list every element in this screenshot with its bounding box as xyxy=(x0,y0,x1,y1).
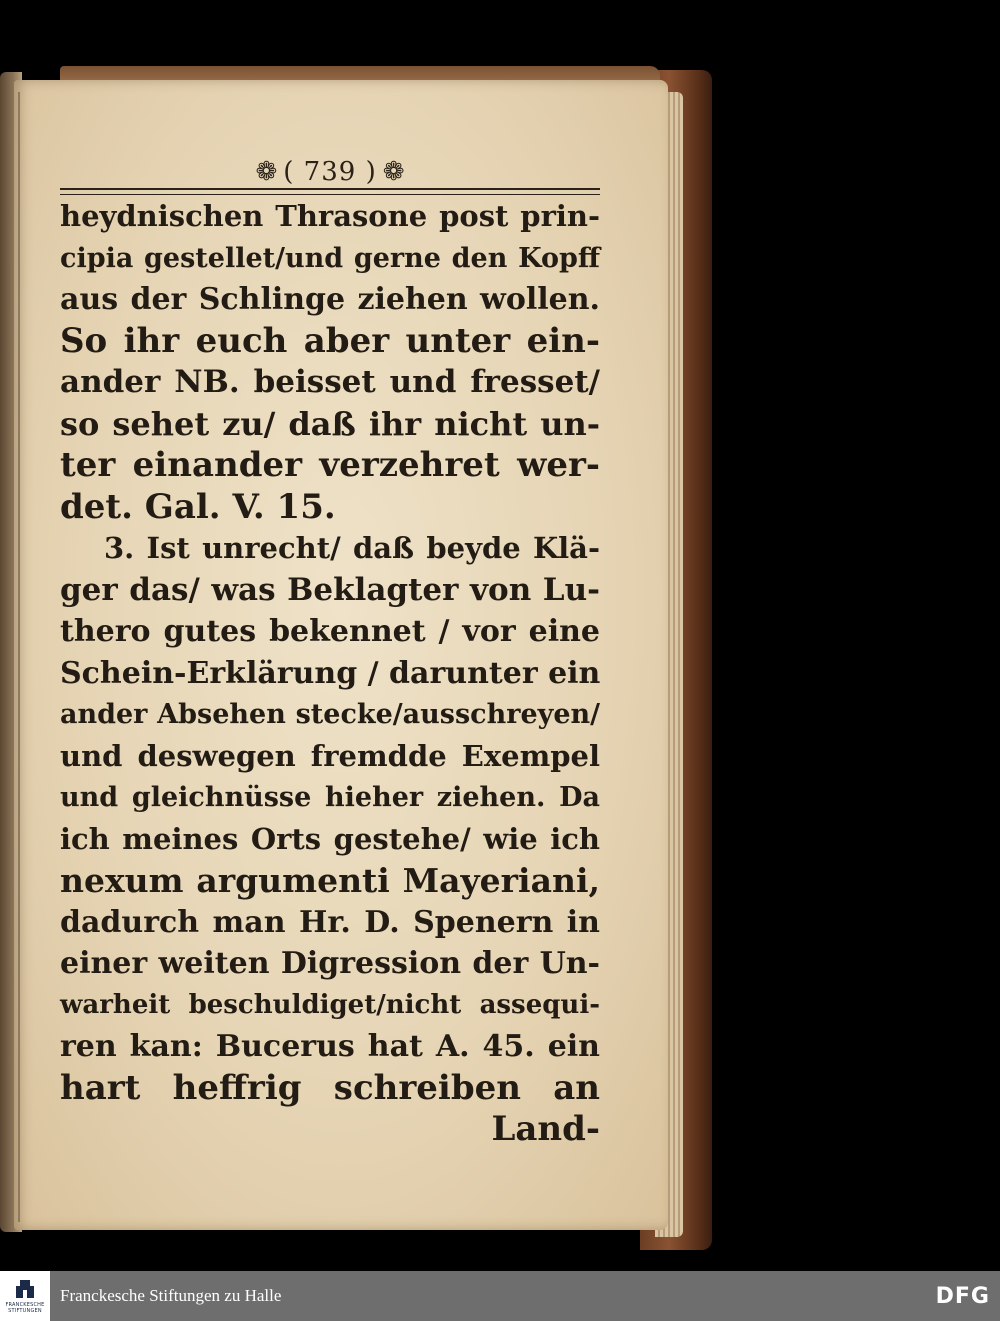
text-line: hart heffrig schreiben an xyxy=(60,1067,600,1108)
text-line: aus der Schlinge ziehen wollen. xyxy=(60,282,600,317)
text-line: heydnischen Thrasone post prin- xyxy=(60,199,600,233)
text-line: thero gutes bekennet / vor eine xyxy=(60,614,600,649)
text-line: dadurch man Hr. D. Spenern in xyxy=(60,904,600,940)
page-number: ( 739 ) xyxy=(283,157,377,187)
text-line: ander Absehen stecke/ausschreyen/ xyxy=(60,699,600,730)
page-text xyxy=(60,196,600,1151)
building-icon xyxy=(14,1278,36,1300)
text-line: ter einander verzehret wer- xyxy=(60,445,600,485)
catchword: Land- xyxy=(491,1109,600,1149)
franckesche-logo[interactable] xyxy=(0,1271,50,1321)
text-line: ger das/ was Beklagter von Lu- xyxy=(60,571,600,608)
ornament-right-icon: ❁ xyxy=(382,157,405,187)
text-line: det. Gal. V. 15. xyxy=(60,486,336,527)
page-header xyxy=(230,152,430,192)
text-line: Schein-Erklärung / darunter ein xyxy=(60,655,601,691)
institution-name: Franckesche Stiftungen zu Halle xyxy=(60,1286,282,1305)
text-line: nexum argumenti Mayeriani, xyxy=(60,861,600,900)
text-line: ander NB. beisset und fresset/ xyxy=(60,364,600,400)
text-line: ich meines Orts gestehe/ wie ich xyxy=(60,821,600,856)
text-line: 3. Ist unrecht/ daß beyde Klä- xyxy=(104,531,600,565)
ornament-left-icon: ❁ xyxy=(255,157,278,187)
text-line: und deswegen fremdde Exempel xyxy=(60,738,600,773)
gutter-line xyxy=(18,92,20,1222)
dfg-logo[interactable]: DFG xyxy=(935,1283,990,1309)
text-line: einer weiten Digression der Un- xyxy=(60,946,600,981)
text-line: so sehet zu/ daß ihr nicht un- xyxy=(60,404,600,443)
text-line: So ihr euch aber unter ein- xyxy=(60,320,600,361)
text-line: und gleichnüsse hieher ziehen. Da xyxy=(60,782,600,813)
logo-text: FRANCKESCHE STIFTUNGEN xyxy=(5,1302,45,1314)
text-line: warheit beschuldiget/nicht assequi- xyxy=(60,989,600,1020)
text-line: ren kan: Bucerus hat A. 45. ein xyxy=(60,1029,600,1064)
header-rule xyxy=(60,188,600,195)
viewer-footer xyxy=(0,1271,1000,1321)
text-line: cipia gestellet/und gerne den Kopff xyxy=(60,242,600,274)
